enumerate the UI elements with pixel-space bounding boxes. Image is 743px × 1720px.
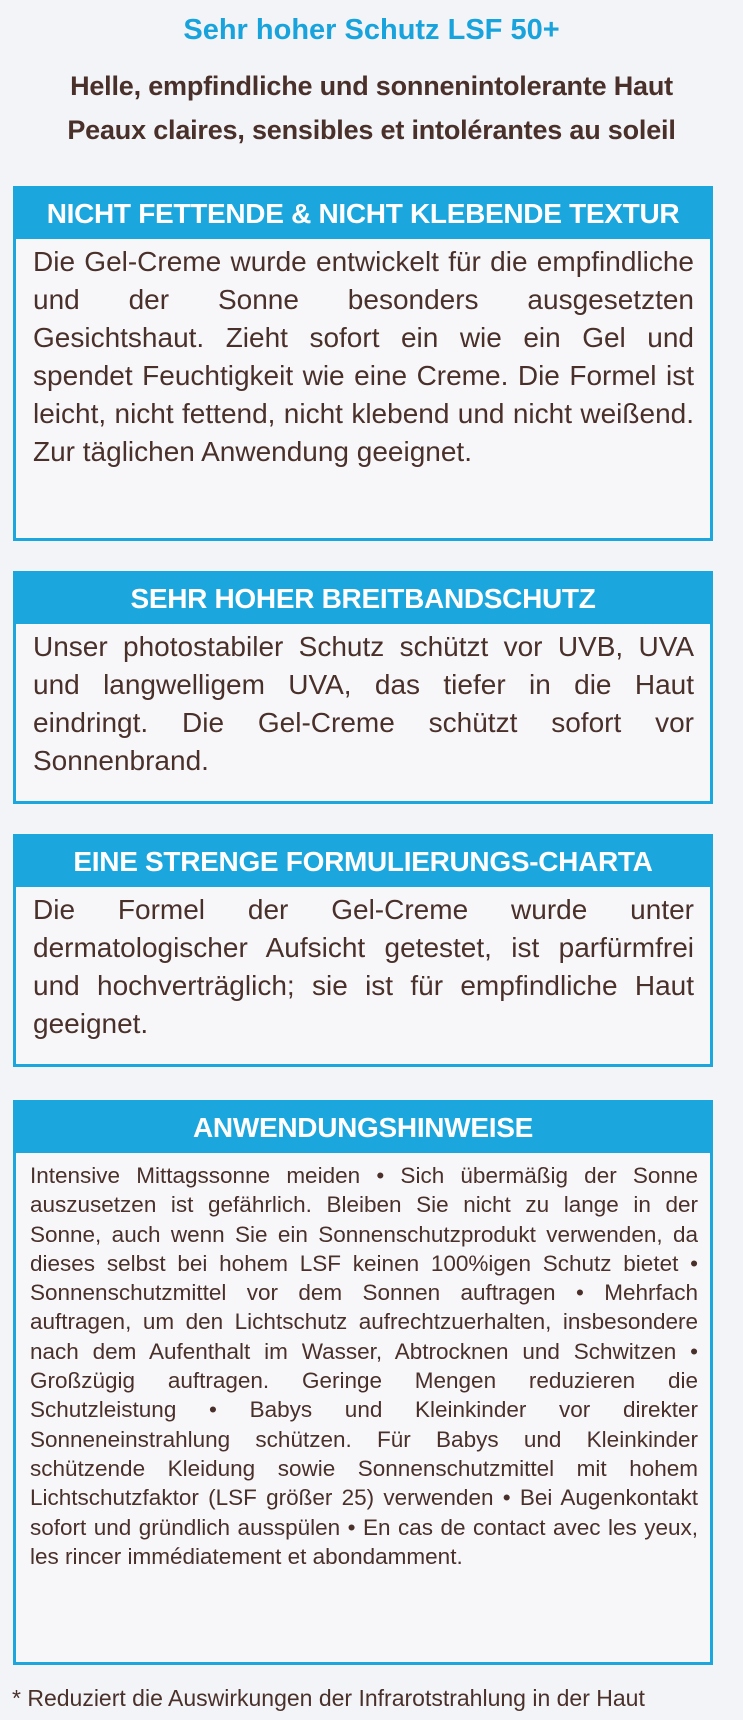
texture-section bbox=[13, 186, 713, 541]
protection-title: Sehr hoher Schutz LSF 50+ bbox=[183, 14, 560, 46]
skin-type-french: Peaux claires, sensibles et intolérantes au soleil bbox=[67, 115, 676, 145]
footnote: * Reduziert die Auswirkungen der Infrarotstrahlung in der Haut bbox=[12, 1685, 645, 1711]
broadband-text: Unser photostabiler Schutz schützt vor UVB, UVA und langwelligem UVA, das tiefer in die Haut eindringt. Die Gel-Creme schützt sofort vor Sonnenbrand. bbox=[33, 631, 694, 776]
texture-heading: NICHT FETTENDE & NICHT KLEBENDE TEXTUR bbox=[16, 189, 710, 239]
formulation-section bbox=[13, 834, 713, 1067]
usage-text: Intensive Mittagssonne meiden • Sich übermäßig der Sonne auszusetzen ist gefährlich. Bleiben Sie nicht zu lange in der Sonne, auch wenn Sie ein Sonnenschutzprodukt verwenden, da dieses selbst bei hohem LSF keinen 100%igen Schutz bietet • Sonnenschutzmittel vor dem Sonnen auftragen • Mehrfach auftragen, um den Lichtschutz aufrechtzuerhalten, insbesondere nach dem Aufenthalt im Wasser, Abtrocknen und Schwitzen • Großzügig auftragen. Geringe Mengen reduzieren die Schutzleistung • Babys und Kleinkinder vor direkter Sonneneinstrahlung schützen. Für Babys und Kleinkinder schützende Kleidung sowie Sonnenschutzmittel mit hohem Lichtschutzfaktor (LSF größer 25) verwenden • Bei Augenkontakt sofort und gründlich ausspülen • En cas de contact avec les yeux, les rincer immédiatement et abondamment. bbox=[30, 1163, 698, 1569]
formulation-heading: EINE STRENGE FORMULIERUNGS-CHARTA bbox=[16, 837, 710, 887]
formulation-text: Die Formel der Gel-Creme wurde unter dermatologischer Aufsicht getestet, ist parfürmfrei und hochverträglich; sie ist für empfindliche Haut geeignet. bbox=[33, 894, 694, 1039]
usage-section bbox=[13, 1100, 713, 1665]
broadband-section bbox=[13, 571, 713, 804]
usage-heading: ANWENDUNGSHINWEISE bbox=[16, 1103, 710, 1153]
broadband-heading: SEHR HOHER BREITBANDSCHUTZ bbox=[16, 574, 710, 624]
texture-text: Die Gel-Creme wurde entwickelt für die empfindliche und der Sonne besonders ausgesetzten Gesichtshaut. Zieht sofort ein wie ein Gel und spendet Feuchtigkeit wie eine Creme. Die Formel ist leicht, nicht fettend, nicht klebend und nicht weißend. Zur täglichen Anwendung geeignet. bbox=[33, 246, 694, 467]
skin-type-german: Helle, empfindliche und sonnenintolerante Haut bbox=[70, 71, 673, 101]
